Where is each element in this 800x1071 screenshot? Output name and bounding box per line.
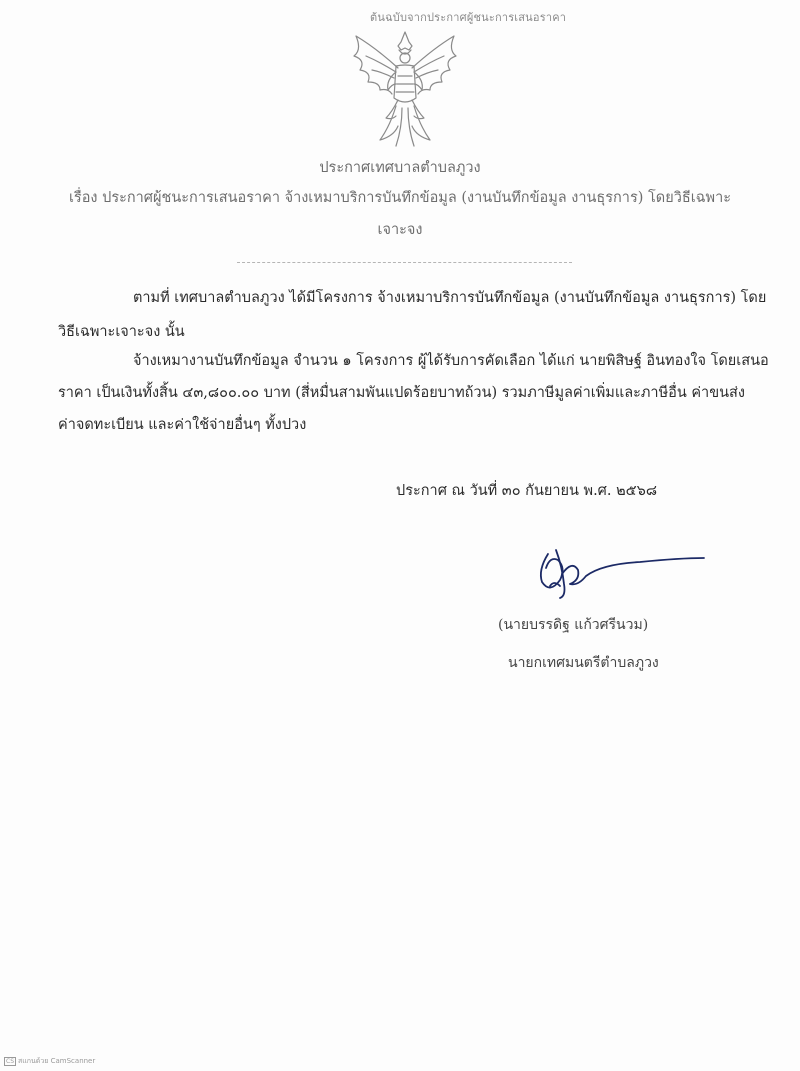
header-note: ต้นฉบับจากประกาศผู้ชนะการเสนอราคา [370, 11, 567, 24]
scanner-watermark [4, 1056, 95, 1067]
announcement-subject: เรื่อง ประกาศผู้ชนะการเสนอราคา จ้างเหมาบริการบันทึกข้อมูล (งานบันทึกข้อมูล งานธุรการ) โดยวิธีเฉพาะ [68, 190, 732, 206]
body-paragraph-1: ตามที่ เทศบาลตำบลภูวง ได้มีโครงการ จ้างเหมาบริการบันทึกข้อมูล (งานบันทึกข้อมูล งานธุรการ) โดย [133, 290, 767, 306]
camscanner-logo-icon: CS [6, 1058, 14, 1065]
body-paragraph-2-end: ค่าจดทะเบียน และค่าใช้จ่ายอื่นๆ ทั้งปวง [58, 417, 307, 433]
announcement-subject-cont: เจาะจง [377, 222, 423, 238]
body-paragraph-2-cont: ราคา เป็นเงินทั้งสิ้น ๔๓,๘๐๐.๐๐ บาท (สี่หมื่นสามพันแปดร้อยบาทถ้วน) รวมภาษีมูลค่าเพิ่มและภาษีอื่น ค่าขนส่ง [58, 385, 745, 401]
divider [237, 262, 572, 263]
handwritten-signature-icon [520, 540, 720, 606]
scanner-text: สแกนด้วย CamScanner [18, 1057, 96, 1065]
announcement-title: ประกาศเทศบาลตำบลภูวง [319, 160, 481, 176]
garuda-emblem-icon [346, 28, 464, 152]
announcement-date: ประกาศ ณ วันที่ ๓๐ กันยายน พ.ศ. ๒๕๖๘ [396, 483, 658, 499]
signer-name: (นายบรรดิฐ แก้วศรีนวม) [498, 617, 649, 633]
body-paragraph-2: จ้างเหมางานบันทึกข้อมูล จำนวน ๑ โครงการ ผู้ได้รับการคัดเลือก ได้แก่ นายพิสิษฐ์ อินทองใจ โดยเสนอ [133, 353, 769, 369]
signer-title: นายกเทศมนตรีตำบลภูวง [508, 655, 659, 671]
body-paragraph-1-cont: วิธีเฉพาะเจาะจง นั้น [58, 324, 185, 340]
